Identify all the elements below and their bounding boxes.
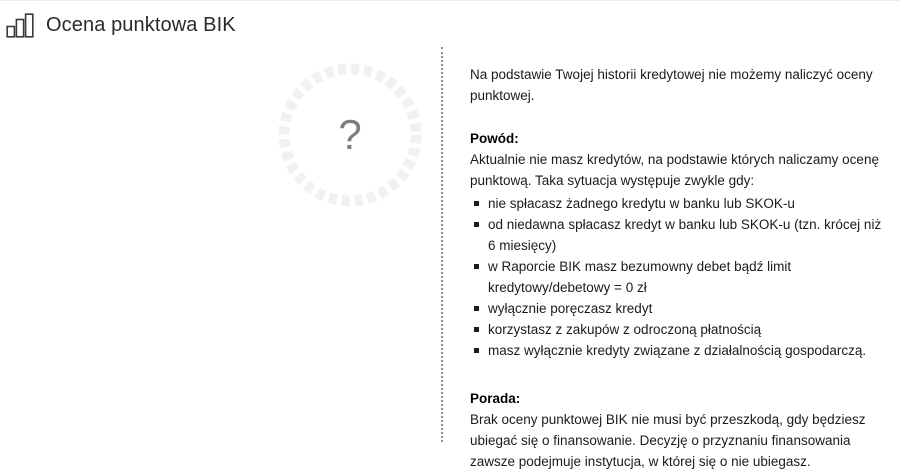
panel-content xyxy=(0,47,900,469)
tip-heading: Porada: xyxy=(470,391,521,406)
tip-paragraph: Brak oceny punktowej BIK nie musi być przeszkodą, gdy będziesz ubiegać się o finansowanie. Decyzję o przyznaniu finansowania zawsze podejmuje instytucja, w której się o nie ubiegasz. xyxy=(470,412,866,469)
list-item: korzystasz z zakupów z odroczoną płatnością xyxy=(488,319,888,340)
page-title: Ocena punktowa BIK xyxy=(46,14,236,36)
score-value: ? xyxy=(338,111,362,158)
list-item: masz wyłącznie kredyty związane z działalnością gospodarczą. xyxy=(488,340,888,361)
panel-header xyxy=(0,1,900,49)
list-item: w Raporcie BIK masz bezumowny debet bądź limit kredytowy/debetowy = 0 zł xyxy=(488,256,888,298)
score-ring xyxy=(278,63,422,207)
bar-chart-icon xyxy=(6,13,36,39)
vertical-dotted-divider xyxy=(441,47,443,442)
score-gauge-pane xyxy=(0,47,441,442)
list-item: nie spłacasz żadnego kredytu w banku lub SKOK-u xyxy=(488,193,888,214)
spacer xyxy=(470,361,888,388)
list-item: wyłącznie poręczasz kredyt xyxy=(488,298,888,319)
reason-heading: Powód: xyxy=(470,131,519,146)
list-item: od niedawna spłacasz kredyt w banku lub SKOK-u (tzn. krócej niż 6 miesięcy) xyxy=(488,214,888,256)
score-explanation-pane xyxy=(470,64,888,472)
spacer xyxy=(470,106,888,128)
reason-paragraph: Aktualnie nie masz kredytów, na podstawie których naliczamy ocenę punktową. Taka sytuacja występuje zwykle gdy: xyxy=(470,152,879,188)
intro-paragraph: Na podstawie Twojej historii kredytowej nie możemy naliczyć oceny punktowej. xyxy=(470,67,873,103)
reason-bullet-list xyxy=(470,193,888,361)
